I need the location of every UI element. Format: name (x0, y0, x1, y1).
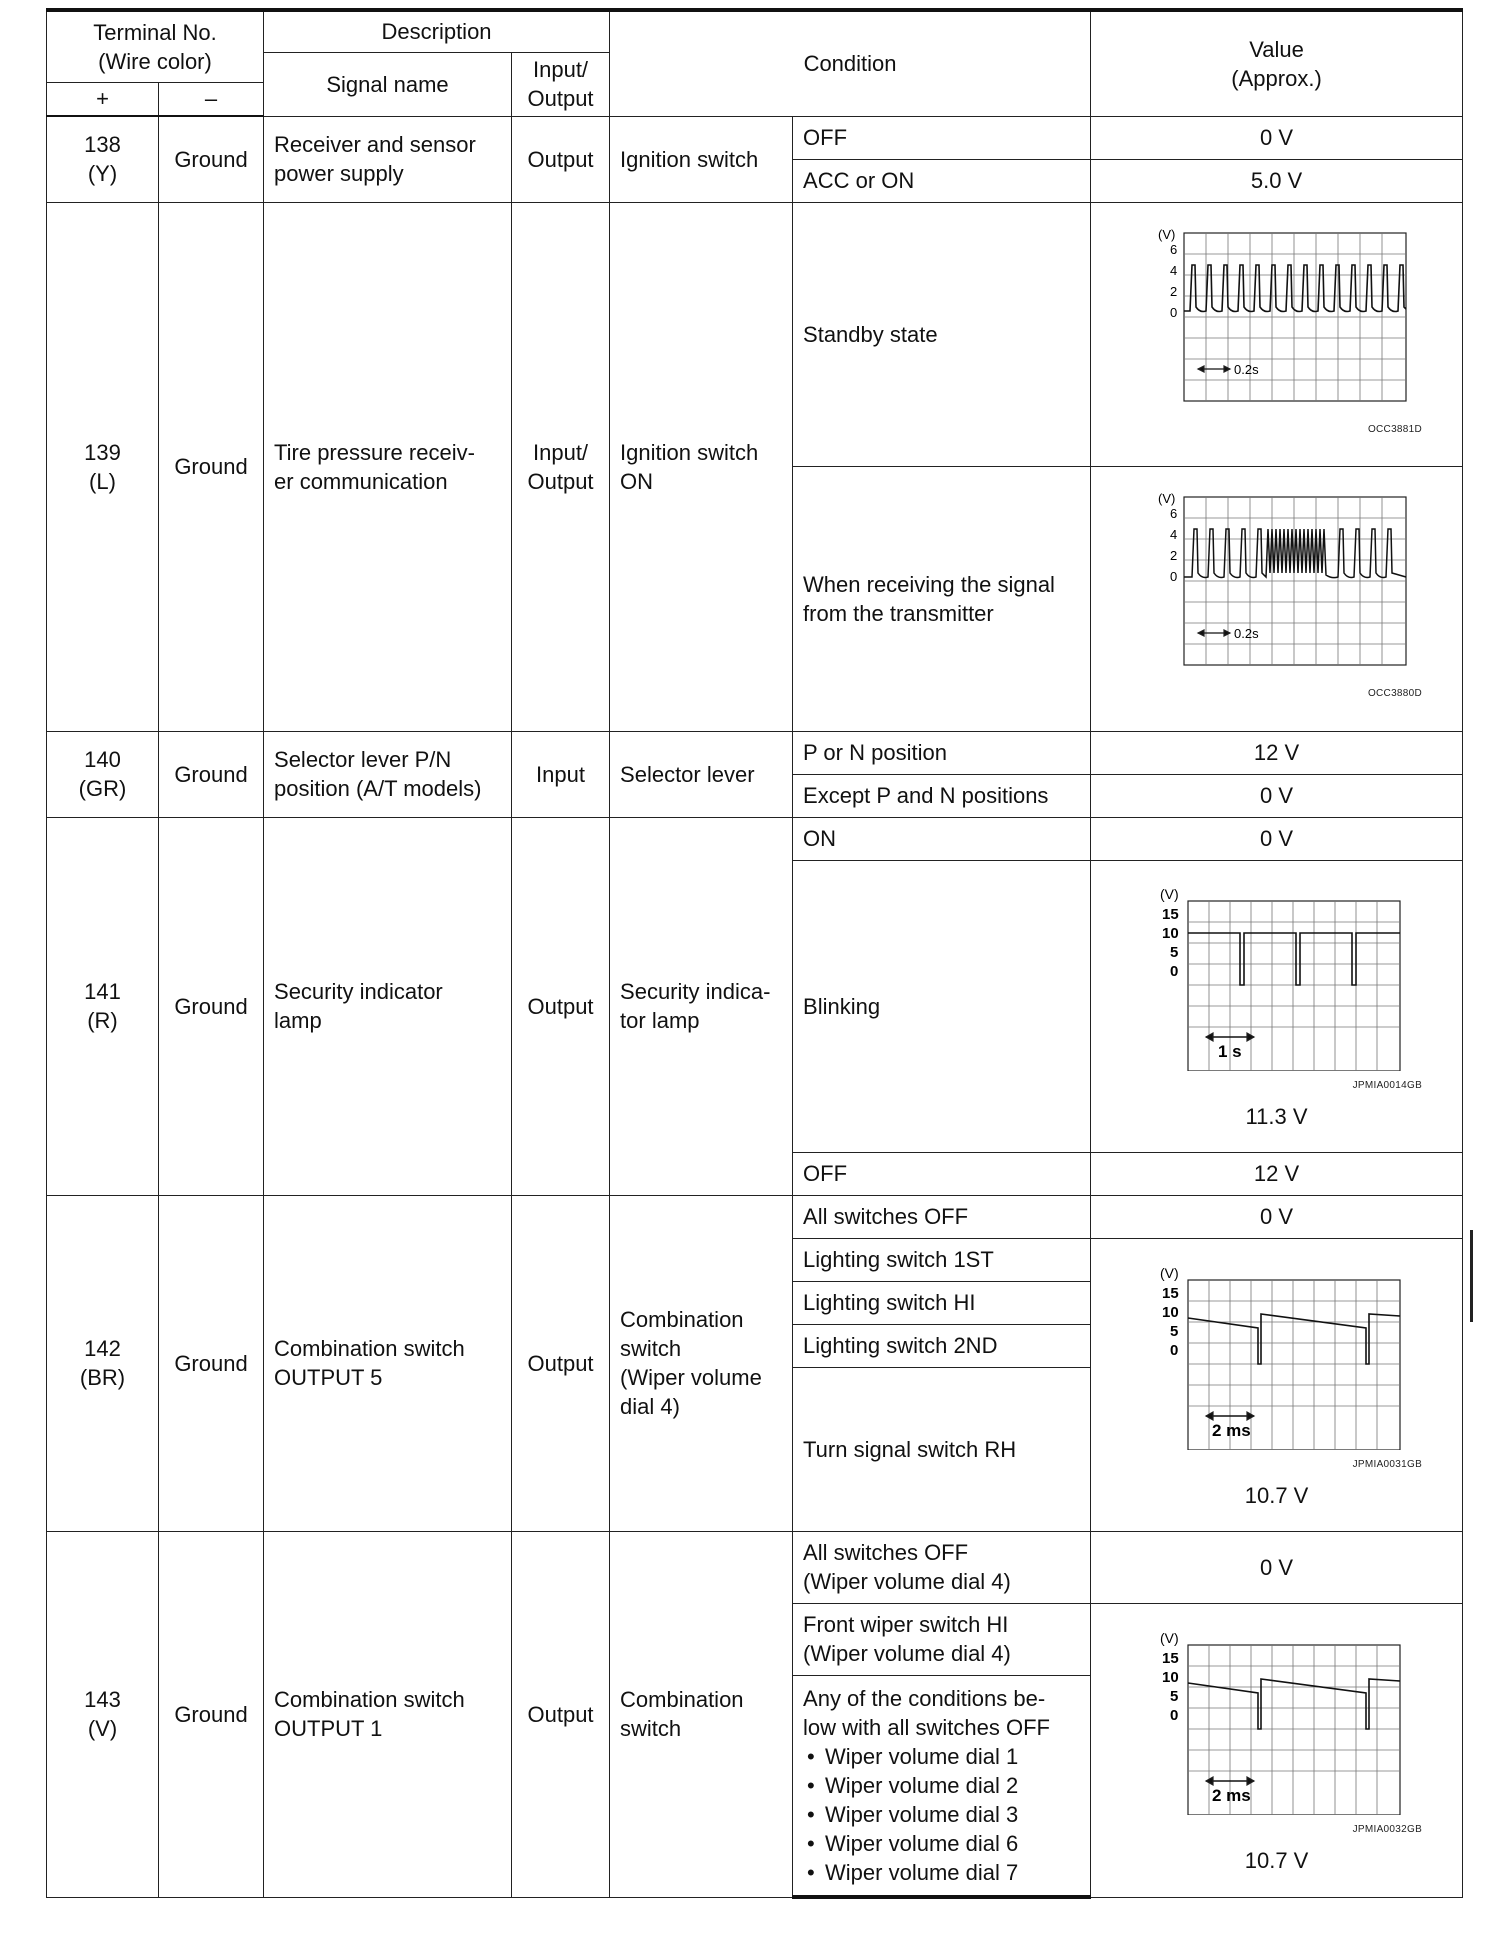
condition-sub-cell: ACC or ON (793, 159, 1091, 202)
header-value (1091, 10, 1463, 116)
wire-color: (R) (87, 1008, 118, 1033)
header-approx-text: (Approx.) (1231, 65, 1322, 91)
scope-y-tick: 5 (1169, 944, 1178, 961)
scope-y-tick: 15 (1161, 1650, 1179, 1667)
condition-line: When receiving the signal (803, 571, 1055, 597)
signal-name-line: er communication (274, 468, 448, 494)
table-row (47, 116, 1463, 159)
value-text: 11.3 V (1245, 1104, 1308, 1129)
scope-y-tick: 0 (1169, 304, 1177, 320)
scope-y-tick: 2 (1169, 283, 1177, 299)
value-text: 10.7 V (1244, 1482, 1309, 1508)
header-value-text: Value (1249, 36, 1304, 62)
terminal-142 (47, 1195, 159, 1531)
scope-y-tick: 4 (1169, 262, 1177, 278)
scope-y-unit: (V) (1159, 1630, 1179, 1646)
io-line: Output (527, 468, 594, 494)
condition-line: Any of the conditions be- (803, 1685, 1046, 1711)
scope-y-tick: 0 (1169, 569, 1177, 584)
header-description: Description (264, 10, 610, 52)
wire-color: (BR) (79, 1365, 126, 1390)
list-item: • Wiper volume dial 7 (825, 1858, 1080, 1887)
condition-line: from the transmitter (803, 600, 994, 626)
table-row (47, 202, 1463, 466)
condition-line: Combination (620, 1687, 744, 1712)
condition-line: tor lamp (620, 1008, 700, 1033)
io-cell: Output (512, 817, 610, 1195)
ground-cell: Ground (159, 731, 264, 817)
condition-sub-cell (793, 1603, 1091, 1675)
list-item: • Wiper volume dial 2 (825, 1771, 1080, 1800)
ground-cell: Ground (159, 817, 264, 1195)
list-item: • Wiper volume dial 1 (825, 1742, 1080, 1771)
terminal-table (46, 8, 1463, 1899)
signal-name-line: Receiver and sensor (274, 132, 476, 157)
scope-y-unit: (V) (1157, 226, 1175, 242)
io-cell (512, 202, 610, 731)
scope-figure-id: OCC3881D (1367, 423, 1423, 435)
terminal-143 (47, 1531, 159, 1897)
scope-time-division: 2 ms (1211, 1786, 1251, 1805)
wire-color: (Y) (87, 161, 118, 187)
ground-cell: Ground (159, 1531, 264, 1897)
signal-name-line: power supply (274, 161, 404, 186)
signal-name-cell (264, 1531, 512, 1897)
condition-sub-cell: Lighting switch HI (793, 1281, 1091, 1324)
scope-figure-id: OCC3880D (1367, 688, 1423, 699)
table-row (47, 1195, 1463, 1238)
list-item: • Wiper volume dial 3 (825, 1800, 1080, 1829)
value-cell: 0 V (1091, 1195, 1463, 1238)
header-minus: – (159, 82, 264, 116)
header-io-line1: Input/ (533, 57, 589, 82)
scope-figure-id: JPMIA0032GB (1352, 1824, 1423, 1835)
value-cell: 12 V (1091, 731, 1463, 774)
condition-line: All switches OFF (803, 1540, 969, 1565)
terminal-spec-sheet (46, 8, 1462, 1899)
scope-y-tick: 2 (1169, 548, 1177, 563)
condition-line: ON (620, 468, 654, 494)
condition-sub-cell (793, 1531, 1091, 1603)
condition-sub-cell: Except P and N positions (793, 774, 1091, 817)
terminal-number: 139 (84, 439, 121, 465)
signal-name-line: Security indicator (274, 979, 443, 1004)
signal-name-line: lamp (274, 1008, 322, 1033)
terminal-141 (47, 817, 159, 1195)
wire-color: (L) (89, 468, 116, 494)
table-row (47, 1531, 1463, 1603)
condition-line: (Wiper volume dial 4) (803, 1641, 1011, 1666)
header-terminal-no (47, 10, 264, 82)
scope-y-tick: 4 (1169, 527, 1177, 542)
signal-name-line: Combination switch (274, 1687, 465, 1712)
scope-cell (1091, 202, 1463, 466)
header-io-line2: Output (527, 86, 594, 111)
ground-cell: Ground (159, 202, 264, 731)
scope-y-tick: 10 (1161, 1303, 1179, 1321)
header-wire-color-text: (Wire color) (98, 48, 212, 74)
signal-name-line: Tire pressure receiv- (274, 439, 475, 465)
io-cell: Output (512, 116, 610, 202)
header-terminal-no-text: Terminal No. (93, 19, 217, 45)
signal-name-line: OUTPUT 5 (274, 1365, 383, 1390)
scope-cell (1091, 466, 1463, 731)
condition-line: Ignition switch (620, 439, 759, 465)
io-cell: Input (512, 731, 610, 817)
header-input-output (512, 52, 610, 116)
header-plus: + (47, 82, 159, 116)
terminal-number: 143 (84, 1687, 121, 1712)
condition-sub-cell (793, 1675, 1091, 1897)
signal-name-cell (264, 116, 512, 202)
change-bar (1470, 1230, 1473, 1322)
scope-y-tick: 0 (1169, 1341, 1178, 1359)
condition-sub-cell: OFF (793, 1152, 1091, 1195)
condition-main-cell: Selector lever (610, 731, 793, 817)
io-cell: Output (512, 1531, 610, 1897)
condition-line: Security indica- (620, 979, 771, 1004)
value-cell: 0 V (1091, 1531, 1463, 1603)
terminal-number: 138 (84, 132, 121, 158)
scope-time-division: 0.2s (1233, 626, 1259, 641)
signal-name-line: Combination switch (274, 1336, 465, 1361)
table-row (47, 817, 1463, 860)
io-cell: Output (512, 1195, 610, 1531)
condition-sub-cell: All switches OFF (793, 1195, 1091, 1238)
value-cell: 0 V (1091, 116, 1463, 159)
condition-main-cell (610, 817, 793, 1195)
value-text: 10.7 V (1244, 1848, 1309, 1873)
terminal-number: 141 (84, 979, 121, 1004)
scope-y-tick: 0 (1169, 1707, 1178, 1724)
scope-cell (1091, 1238, 1463, 1531)
condition-main-cell (610, 1195, 793, 1531)
value-cell: 12 V (1091, 1152, 1463, 1195)
signal-name-line: OUTPUT 1 (274, 1716, 383, 1741)
scope-y-tick: 5 (1169, 1322, 1178, 1340)
condition-sub-cell: OFF (793, 116, 1091, 159)
wire-color: (GR) (78, 776, 127, 801)
scope-y-tick: 6 (1169, 241, 1177, 257)
scope-figure-id: JPMIA0014GB (1352, 1080, 1423, 1091)
condition-line: (Wiper volume dial 4) (803, 1569, 1011, 1594)
scope-y-unit: (V) (1157, 491, 1175, 506)
signal-name-cell (264, 817, 512, 1195)
condition-sub-cell: Standby state (793, 202, 1091, 466)
header-condition: Condition (610, 10, 1091, 116)
signal-name-cell (264, 731, 512, 817)
terminal-number: 140 (84, 747, 121, 772)
condition-line: switch (620, 1716, 682, 1741)
condition-sub-cell (793, 466, 1091, 731)
table-row (47, 731, 1463, 774)
ground-cell: Ground (159, 116, 264, 202)
scope-y-unit: (V) (1159, 1264, 1179, 1281)
scope-y-unit: (V) (1159, 886, 1179, 902)
condition-sub-cell: Lighting switch 2ND (793, 1324, 1091, 1367)
condition-line: switch (620, 1336, 682, 1361)
condition-main-cell (610, 1531, 793, 1897)
scope-time-division: 0.2s (1233, 361, 1259, 377)
condition-main-cell (610, 202, 793, 731)
condition-sub-cell: ON (793, 817, 1091, 860)
oscilloscope-standby-waveform (1142, 225, 1412, 415)
signal-name-cell (264, 202, 512, 731)
scope-y-tick: 15 (1161, 1284, 1179, 1302)
scope-cell (1091, 860, 1463, 1152)
terminal-138 (47, 116, 159, 202)
oscilloscope-output5-waveform (1142, 1260, 1412, 1450)
terminal-140 (47, 731, 159, 817)
wire-color: (V) (87, 1716, 118, 1741)
condition-sub-cell: Lighting switch 1ST (793, 1238, 1091, 1281)
scope-time-division: 1 s (1217, 1042, 1242, 1061)
value-cell: 0 V (1091, 817, 1463, 860)
header-signal-name: Signal name (264, 52, 512, 116)
value-cell: 0 V (1091, 774, 1463, 817)
condition-line: dial 4) (620, 1394, 680, 1419)
scope-y-tick: 15 (1161, 906, 1179, 923)
condition-main-cell: Ignition switch (610, 116, 793, 202)
scope-y-tick: 6 (1169, 506, 1177, 521)
oscilloscope-blinking-waveform (1142, 881, 1412, 1071)
condition-line: low with all switches OFF (803, 1714, 1050, 1740)
terminal-number: 142 (84, 1336, 121, 1361)
terminal-139 (47, 202, 159, 731)
condition-line: Front wiper switch HI (803, 1612, 1009, 1637)
signal-name-line: Selector lever P/N (274, 747, 452, 772)
scope-y-tick: 5 (1169, 1688, 1178, 1705)
oscilloscope-output1-waveform (1142, 1625, 1412, 1815)
wiper-dial-list (803, 1742, 1080, 1887)
list-item: • Wiper volume dial 6 (825, 1829, 1080, 1858)
scope-y-tick: 10 (1161, 1669, 1179, 1686)
scope-y-tick: 0 (1169, 963, 1178, 980)
scope-y-tick: 10 (1161, 925, 1179, 942)
condition-sub-cell: P or N position (793, 731, 1091, 774)
ground-cell: Ground (159, 1195, 264, 1531)
oscilloscope-receiving-waveform (1142, 489, 1412, 679)
signal-name-line: position (A/T models) (274, 776, 482, 801)
condition-sub-cell: Turn signal switch RH (793, 1367, 1091, 1531)
scope-time-division: 2 ms (1211, 1420, 1251, 1440)
value-cell: 5.0 V (1091, 159, 1463, 202)
condition-sub-cell: Blinking (793, 860, 1091, 1152)
condition-line: Combination (620, 1307, 744, 1332)
signal-name-cell (264, 1195, 512, 1531)
io-line: Input/ (533, 439, 589, 465)
scope-figure-id: JPMIA0031GB (1352, 1458, 1423, 1470)
condition-line: (Wiper volume (620, 1365, 762, 1390)
scope-cell (1091, 1603, 1463, 1897)
